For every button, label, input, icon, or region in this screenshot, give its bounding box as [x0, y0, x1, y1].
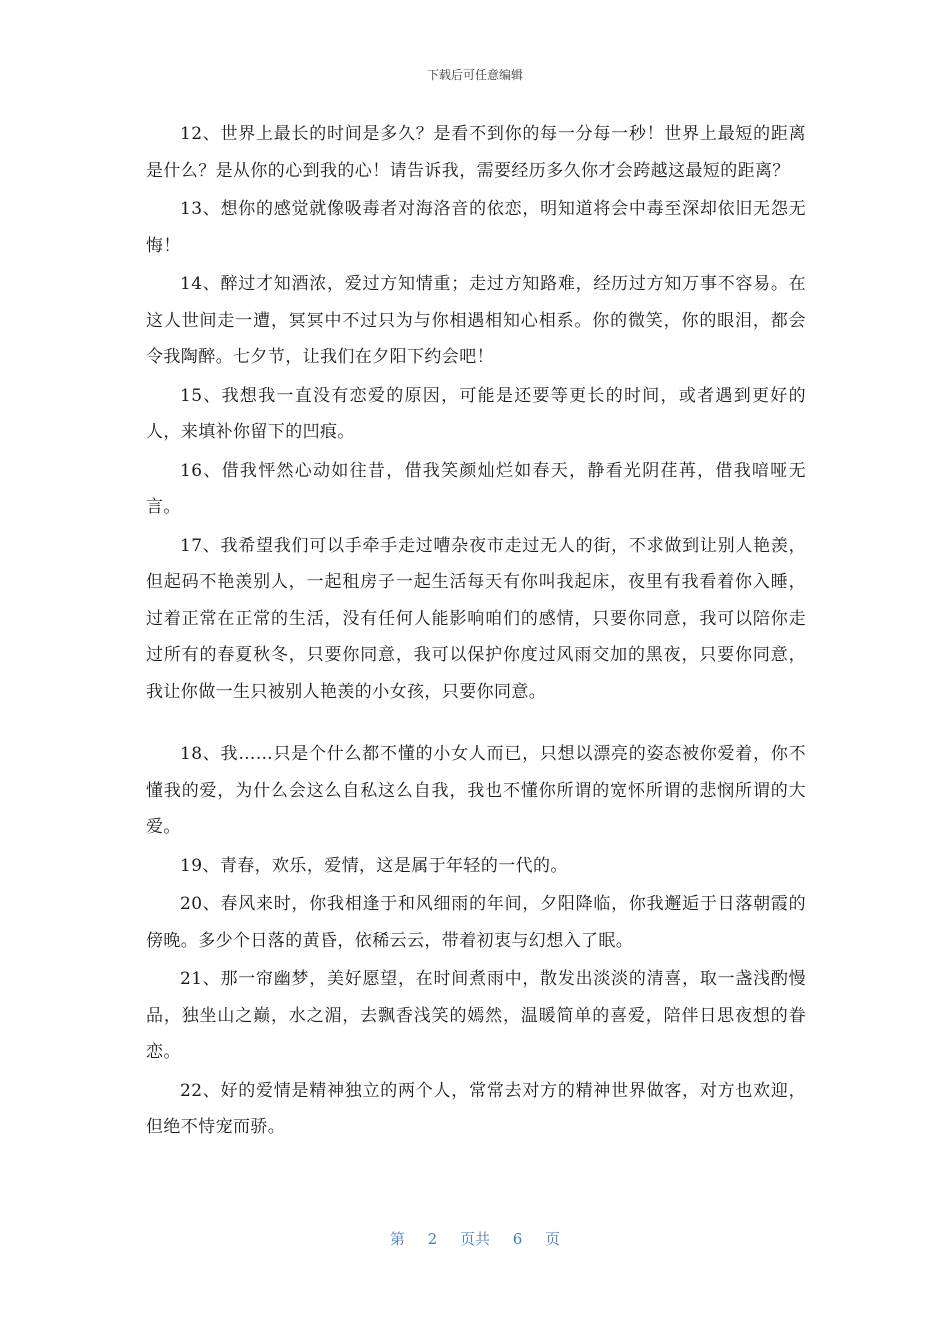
paragraph-17: 17、我希望我们可以手牵手走过嘈杂夜市走过无人的街，不求做到让别人艳羡，但起码不艳羡别人，一起租房子一起生活每天有你叫我起床，夜里有我看着你入睡，过着正常在正常的生活，没有任何人能影响咱们的感情，只要你同意，我可以陪你走过所有的春夏秋冬，只要你同意，我可以保护你度过风雨交加的黑夜，只要你同意，我让你做一生只被别人艳羡的小女孩，只要你同意。 — [146, 535, 806, 702]
paragraph-13: 13、想你的感觉就像吸毒者对海洛音的依恋，明知道将会中毒至深却依旧无怨无悔！ — [146, 199, 806, 256]
paragraph-19: 19、青春，欢乐，爱情，这是属于年轻的一代的。 — [180, 855, 568, 876]
paragraph-12: 12、世界上最长的时间是多久？是看不到你的每一分每一秒！世界上最短的距离是什么？是从你的心到我的心！请告诉我，需要经历多久你才会跨越这最短的距离？ — [146, 124, 806, 181]
paragraph-22: 22、好的爱情是精神独立的两个人，常常去对方的精神世界做客，对方也欢迎，但绝不恃宠而骄。 — [146, 1080, 806, 1137]
page-header: 下载后可任意编辑 — [426, 68, 523, 82]
paragraph-14: 14、醉过才知酒浓，爱过方知情重；走过方知路难，经历过方知万事不容易。在这人世间走一遭，冥冥中不过只为与你相遇相知心相系。你的微笑，你的眼泪，都会令我陶醉。七夕节，让我们在夕阳下约会吧！ — [146, 274, 806, 367]
paragraph-18: 18、我……只是个什么都不懂的小女人而已，只想以漂亮的姿态被你爱着，你不懂我的爱，为什么会这么自私这么自我，我也不懂你所谓的宽怀所谓的悲悯所谓的大爱。 — [146, 744, 806, 837]
paragraph-21: 21、那一帘幽梦，美好愿望，在时间煮雨中，散发出淡淡的清喜，取一盏浅酌慢品，独坐山之巅，水之湄，去飘香浅笑的嫣然，温暖简单的喜爱，陪伴日思夜想的眷恋。 — [146, 969, 806, 1062]
page-footer: 第 2 页共 6 页 — [389, 1230, 561, 1248]
paragraph-15: 15、我想我一直没有恋爱的原因，可能是还要等更长的时间，或者遇到更好的人，来填补你留下的凹痕。 — [146, 385, 806, 442]
paragraph-20: 20、春风来时，你我相逢于和风细雨的年间，夕阳降临，你我邂逅于日落朝霞的傍晚。多少个日落的黄昏，依稀云云，带着初衷与幻想入了眠。 — [146, 894, 806, 951]
paragraph-16: 16、借我怦然心动如往昔，借我笑颜灿烂如春天，静看光阴荏苒，借我喑哑无言。 — [146, 460, 806, 517]
document-body — [146, 116, 806, 1148]
